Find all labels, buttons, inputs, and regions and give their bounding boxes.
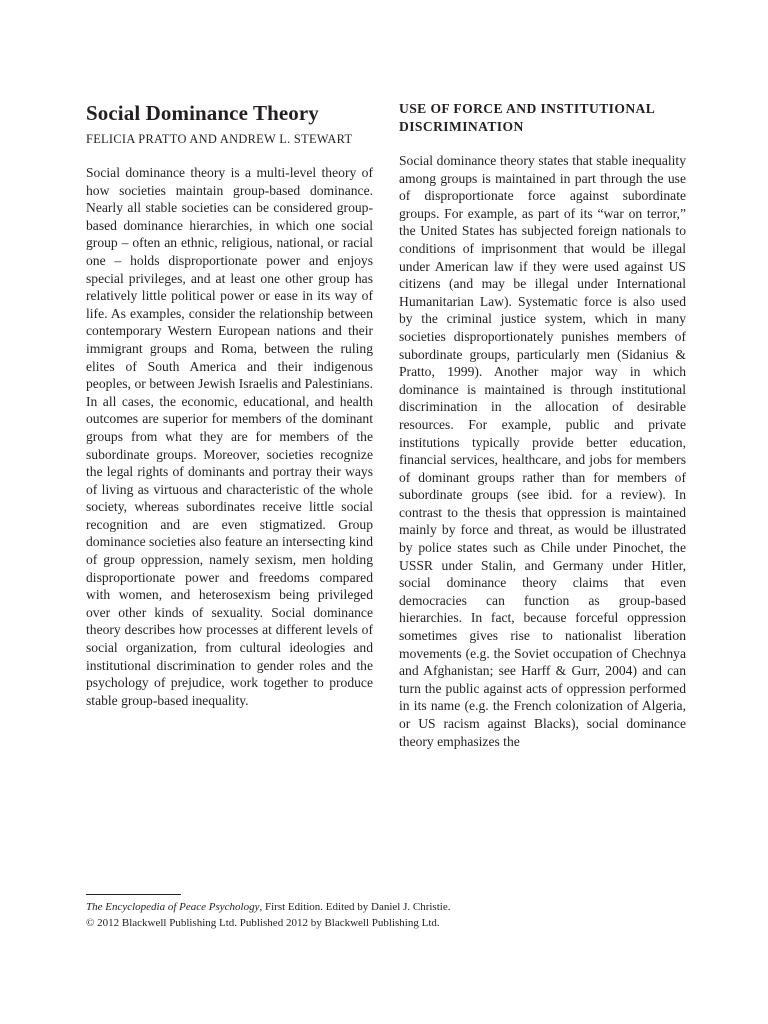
section-heading: USE OF FORCE AND INSTITUTIONAL DISCRIMINATION [399,101,655,134]
article-authors: FELICIA PRATTO AND ANDREW L. STEWART [86,132,353,146]
right-column [399,100,686,750]
citation-line [86,899,646,915]
edition-text: , First Edition. Edited by Daniel J. Christie. [259,901,451,913]
page-footer [86,894,646,931]
section-paragraph: Social dominance theory states that stable inequality among groups is maintained in part through the use of disproportionate force against subordinate groups. For example, as part of its “war on terror,” the United States has subjected foreign nationals to conditions of imprisonment that would be illegal under American law if they were used against US citizens (and may be illegal under International Humanitarian Law). Systematic force is also used by the criminal justice system, which in many societies disproportionately punishes members of subordinate groups, particularly men (Sidanius & Pratto, 1999). Another major way in which dominance is maintained is through institutional discrimination in the allocation of desirable resources. For example, public and private institutions typically provide better education, financial services, healthcare, and jobs for members of dominant groups rather than for members of subordinate groups (see ibid. for a review). In contrast to the thesis that oppression is maintained mainly by force and threat, as would be illustrated by police states such as Chile under Pinochet, the USSR under Stalin, and Germany under Hitler, social dominance theory claims that even democracies can function as group-based hierarchies. In fact, because forceful oppression sometimes gives rise to nationalist liberation movements (e.g. the Soviet occupation of Chechnya and Afghanistan; see Harff & Gurr, 2004) and can turn the public against acts of oppression performed in its name (e.g. the French colonization of Algeria, or US racism against Blacks), social dominance theory emphasizes the [399,153,686,749]
footer-rule [86,894,181,895]
article-title: Social Dominance Theory [86,101,319,125]
intro-paragraph: Social dominance theory is a multi-level theory of how societies maintain group-based dominance. Nearly all stable societies can be considered group-based dominance hierarchies, in which one social group – often an ethnic, religious, national, or racial one – holds disproportionate power and enjoys special privileges, and at least one other group has relatively little political power or ease in its way of life. As examples, consider the relationship between contemporary Western European nations and their immigrant groups and Roma, between the ruling elites of South America and their indigenous peoples, or between Jewish Israelis and Palestinians. In all cases, the economic, educational, and health outcomes are superior for members of the dominant groups from what they are for members of the subordinate groups. Moreover, societies recognize the legal rights of dominants and portray their ways of living as virtuous and characteristic of the whole society, whereas subordinates receive little social recognition and are even stigmatized. Group dominance societies also feature an intersecting kind of group oppression, namely sexism, men holding disproportionate power and freedoms compared with women, and heterosexism being privileged over other kinds of sexuality. Social dominance theory describes how processes at different levels of social organization, from cultural ideologies and institutional discrimination to gender roles and the psychology of prejudice, work together to produce stable group-based inequality. [86,165,373,708]
book-title: The Encyclopedia of Peace Psychology [86,901,260,913]
left-column [86,100,373,709]
copyright-line: © 2012 Blackwell Publishing Ltd. Published 2012 by Blackwell Publishing Ltd. [86,917,440,929]
